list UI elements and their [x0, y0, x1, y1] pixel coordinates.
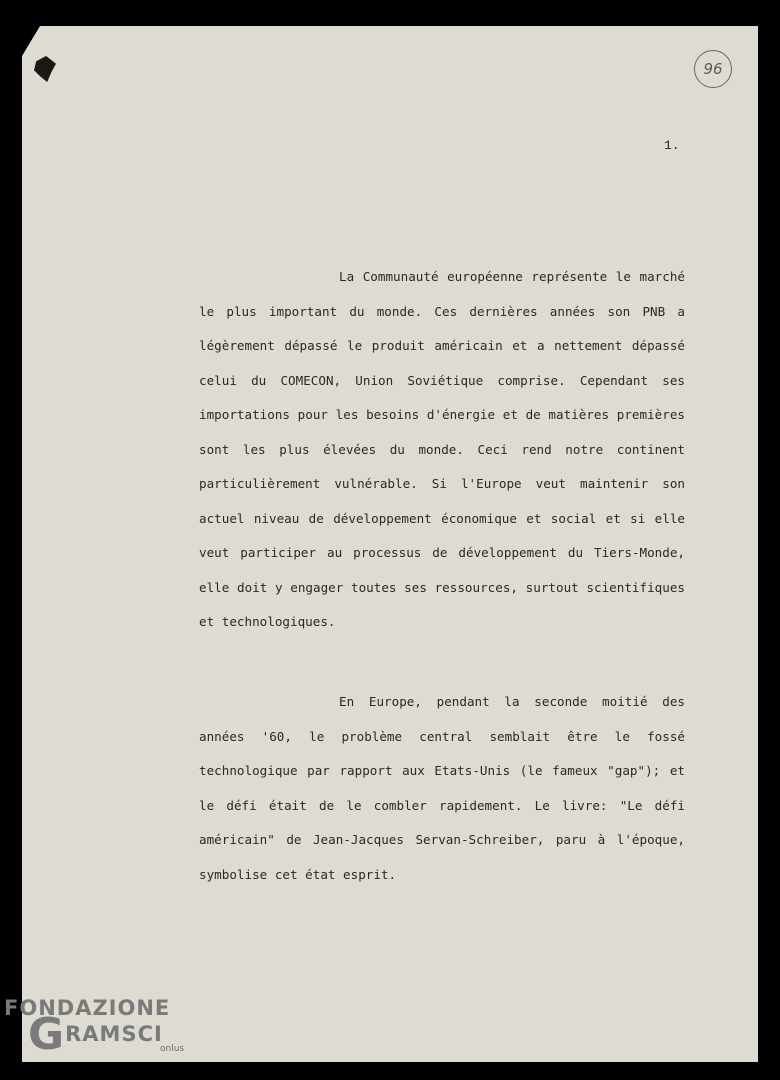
- fondazione-gramsci-watermark: [4, 994, 185, 1060]
- archive-stamp: 96: [694, 50, 732, 88]
- watermark-line-2-rest: RAMSCI: [65, 1022, 163, 1046]
- watermark-g-initial: G: [28, 1009, 66, 1060]
- watermark-line-2: [4, 1009, 170, 1060]
- page-number: 1.: [664, 138, 680, 153]
- watermark-line-1: FONDAZIONE: [4, 996, 171, 1020]
- paragraph-2: [199, 685, 685, 892]
- paragraph-2-text: En Europe, pendant la seconde moitié des années '60, le problème central semblait être le fossé technologique par rapport aux Etats-Unis (le fameux "gap"); et le défi était de le combler rapidement. Le livre: "Le défi américain" de Jean-Jacques Servan-Schreiber, paru à l'époque, symbolise cet état esprit.: [199, 694, 685, 882]
- paragraph-1: [199, 260, 685, 640]
- paragraph-1-text: La Communauté européenne représente le marché le plus important du monde. Ces dernières années son PNB a légèrement dépassé le produit américain et a nettement dépassé celui du COMECON, Union Soviétique comprise. Cependant ses importations pour les besoins d'énergie et de matières premières sont les plus élevées du monde. Ceci rend notre continent particulièrement vulnérable. Si l'Europe veut maintenir son actuel niveau de développement économique et social et si elle veut participer au processus de développement du Tiers-Monde, elle doit y engager toutes ses ressources, surtout scientifiques et technologiques.: [199, 269, 685, 629]
- watermark-line-3: onlus: [160, 1044, 185, 1054]
